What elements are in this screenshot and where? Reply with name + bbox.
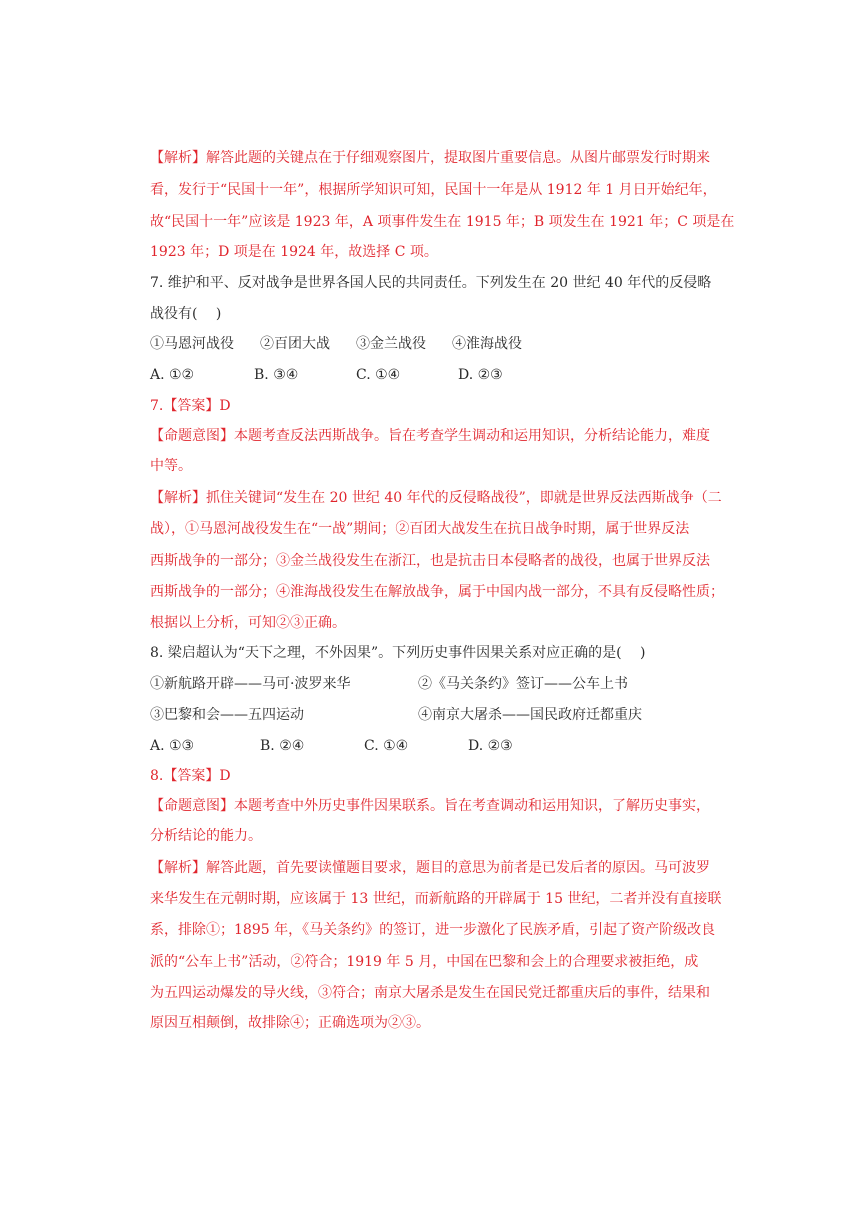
- intent-line: 中等。: [150, 458, 192, 474]
- question-8-stem: 8. 梁启超认为“天下之理，不外因果”。下列历史事件因果关系对应正确的是( ): [150, 645, 646, 661]
- analysis-line: 战），①马恩河战役发生在“一战”期间；②百团大战发生在抗日战争时期，属于世界反法: [150, 521, 690, 537]
- intent-line: 【命题意图】本题考查中外历史事件因果联系。旨在考查调动和运用知识，了解历史事实，: [150, 798, 710, 814]
- analysis-line: 看，发行于“民国十一年”，根据所学知识可知，民国十一年是从 1912 年 1 月日开始纪年，: [150, 182, 717, 198]
- analysis-line: 【解析】解答此题的关键点在于仔细观察图片，提取图片重要信息。从图片邮票发行时期来: [150, 150, 710, 166]
- item: ③金兰战役: [356, 336, 426, 352]
- analysis-line: 【解析】抓住关键词“发生在 20 世纪 40 年代的反侵略战役”，即就是世界反法西斯战争（二: [150, 490, 722, 506]
- analysis-line: 根据以上分析，可知②③正确。: [150, 615, 346, 631]
- analysis-line: 原因互相颠倒，故排除④；正确选项为②③。: [150, 1015, 430, 1031]
- question-7-choices: [150, 365, 710, 385]
- item: ③巴黎和会——五四运动: [150, 707, 304, 723]
- question-8-items-row2: [150, 705, 710, 725]
- analysis-line: 故“民国十一年”应该是 1923 年，A 项事件发生在 1915 年；B 项发生在 1921 年；C 项是在: [150, 214, 735, 230]
- analysis-line: 【解析】解答此题，首先要读懂题目要求，题目的意思为前者是已发后者的原因。马可波罗: [150, 860, 710, 876]
- intent-line: 分析结论的能力。: [150, 828, 262, 844]
- question-7-stem: 7. 维护和平、反对战争是世界各国人民的共同责任。下列发生在 20 世纪 40 年代的反侵略: [150, 275, 712, 291]
- answer-7: 7.【答案】D: [150, 398, 231, 414]
- choice-a: A. ①③: [150, 738, 195, 754]
- choice-d: D. ②③: [468, 738, 513, 754]
- item: ①马恩河战役: [150, 336, 234, 352]
- item: ②百团大战: [260, 336, 330, 352]
- choice-d: D. ②③: [458, 367, 503, 383]
- intent-line: 【命题意图】本题考查反法西斯战争。旨在考查学生调动和运用知识，分析结论能力，难度: [150, 428, 710, 444]
- analysis-line: 1923 年；D 项是在 1924 年，故选择 C 项。: [150, 244, 438, 260]
- choice-b: B. ③④: [254, 367, 299, 383]
- item: ④淮海战役: [452, 336, 522, 352]
- analysis-line: 为五四运动爆发的导火线，③符合；南京大屠杀是发生在国民党迁都重庆后的事件，结果和: [150, 985, 710, 1001]
- choice-c: C. ①④: [364, 738, 409, 754]
- analysis-line: 派的“公车上书”活动，②符合；1919 年 5 月，中国在巴黎和会上的合理要求被拒绝，成: [150, 954, 699, 970]
- item: ②《马关条约》签订——公车上书: [418, 676, 628, 692]
- item: ①新航路开辟——马可·波罗来华: [150, 676, 351, 692]
- choice-a: A. ①②: [150, 367, 195, 383]
- answer-8: 8.【答案】D: [150, 768, 231, 784]
- choice-b: B. ②④: [260, 738, 305, 754]
- analysis-line: 来华发生在元朝时期，应该属于 13 世纪，而新航路的开辟属于 15 世纪，二者并没有直接联: [150, 891, 722, 907]
- choice-c: C. ①④: [356, 367, 401, 383]
- question-8-choices: [150, 736, 710, 756]
- question-7-stem: 战役有( ): [150, 306, 222, 322]
- item: ④南京大屠杀——国民政府迁都重庆: [418, 707, 642, 723]
- question-8-items-row1: [150, 674, 710, 694]
- analysis-line: 系，排除①；1895 年，《马关条约》的签订，进一步激化了民族矛盾，引起了资产阶级改良: [150, 922, 716, 938]
- analysis-line: 西斯战争的一部分；③金兰战役发生在浙江，也是抗击日本侵略者的战役，也属于世界反法: [150, 553, 710, 569]
- question-7-items: [150, 334, 710, 354]
- analysis-line: 西斯战争的一部分；④淮海战役发生在解放战争，属于中国内战一部分，不具有反侵略性质；: [150, 584, 724, 600]
